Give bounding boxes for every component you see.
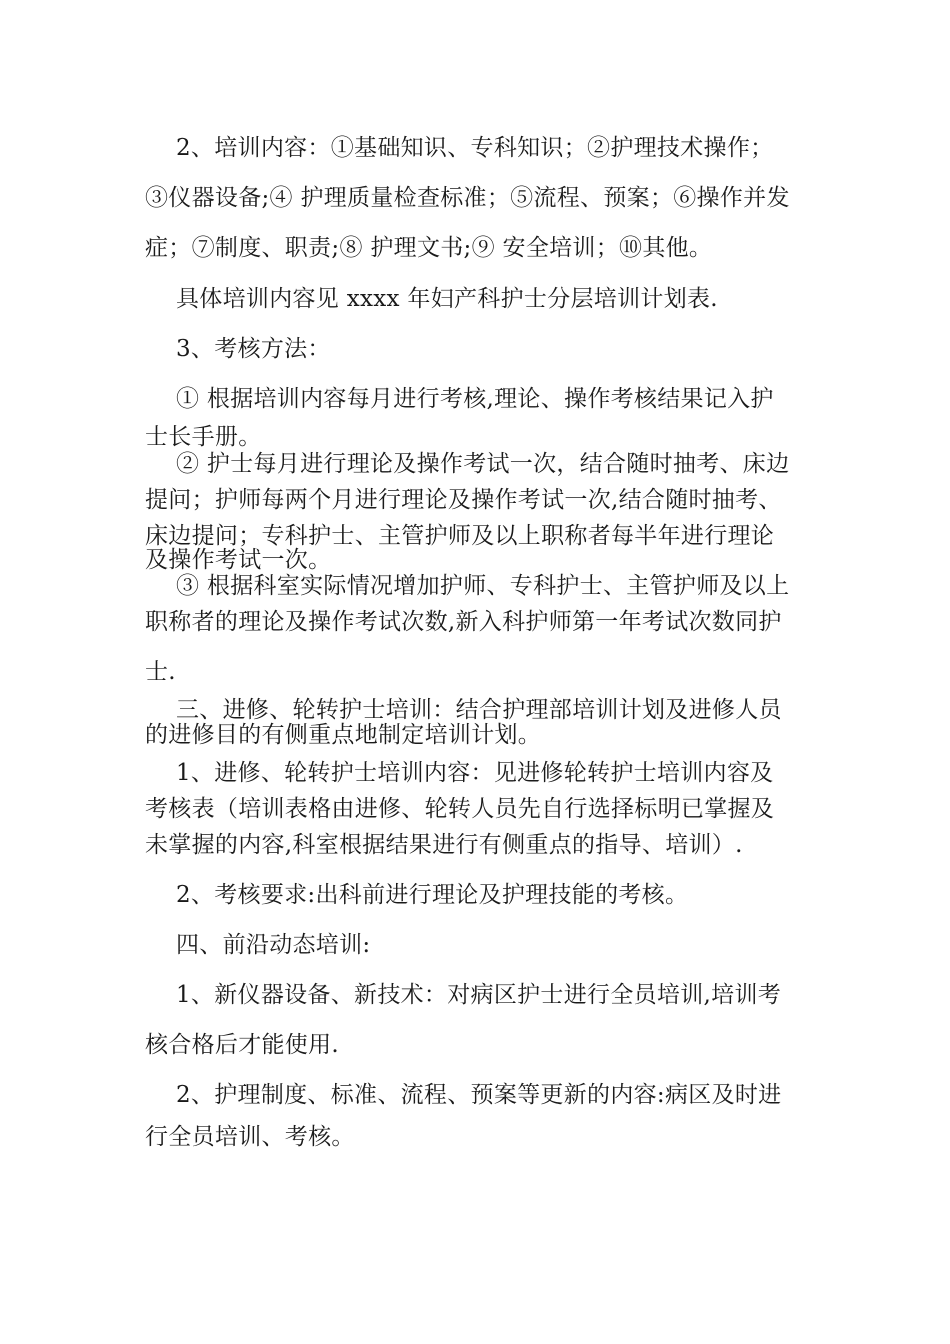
- text-line: ① 根据培训内容每月进行考核,理论、操作考核结果记入护: [176, 386, 774, 412]
- text-line: 行全员培训、考核。: [145, 1124, 355, 1150]
- text-line: 士长手册。: [145, 424, 262, 450]
- text-line: 士.: [145, 659, 176, 685]
- text-line: 四、前沿动态培训:: [176, 932, 371, 958]
- text-line: 的进修目的有侧重点地制定培训计划。: [145, 722, 542, 748]
- text-line: ③ 根据科室实际情况增加护师、专科护士、主管护师及以上: [176, 573, 790, 599]
- text-line: 未掌握的内容,科室根据结果进行有侧重点的指导、培训）.: [145, 832, 743, 858]
- text-line: 提问；护师每两个月进行理论及操作考试一次,结合随时抽考、: [145, 487, 782, 513]
- text-line: 1、新仪器设备、新技术：对病区护士进行全员培训,培训考: [176, 982, 782, 1008]
- text-line: 2、培训内容：①基础知识、专科知识；②护理技术操作；: [176, 135, 774, 161]
- text-line: 症；⑦制度、职责;⑧ 护理文书;⑨ 安全培训；⑩其他。: [145, 235, 713, 261]
- text-line: 2、护理制度、标准、流程、预案等更新的内容:病区及时进: [176, 1082, 782, 1108]
- text-line: 及操作考试一次。: [145, 547, 332, 573]
- text-line: 三、进修、轮转护士培训：结合护理部培训计划及进修人员: [176, 697, 782, 723]
- text-line: 2、考核要求:出科前进行理论及护理技能的考核。: [176, 882, 689, 908]
- text-line: 具体培训内容见 xxxx 年妇产科护士分层培训计划表.: [176, 286, 718, 312]
- text-line: 考核表（培训表格由进修、轮转人员先自行选择标明已掌握及: [145, 796, 775, 822]
- text-line: 1、进修、轮转护士培训内容：见进修轮转护士培训内容及: [176, 760, 774, 786]
- text-line: ② 护士每月进行理论及操作考试一次，结合随时抽考、床边: [176, 451, 790, 477]
- text-line: 床边提问；专科护士、主管护师及以上职称者每半年进行理论: [145, 523, 775, 549]
- text-line: ③仪器设备;④ 护理质量检查标准；⑤流程、预案；⑥操作并发: [145, 185, 790, 211]
- text-line: 职称者的理论及操作考试次数,新入科护师第一年考试次数同护: [145, 609, 782, 635]
- text-line: 核合格后才能使用.: [145, 1032, 340, 1058]
- text-line: 3、考核方法：: [176, 336, 331, 362]
